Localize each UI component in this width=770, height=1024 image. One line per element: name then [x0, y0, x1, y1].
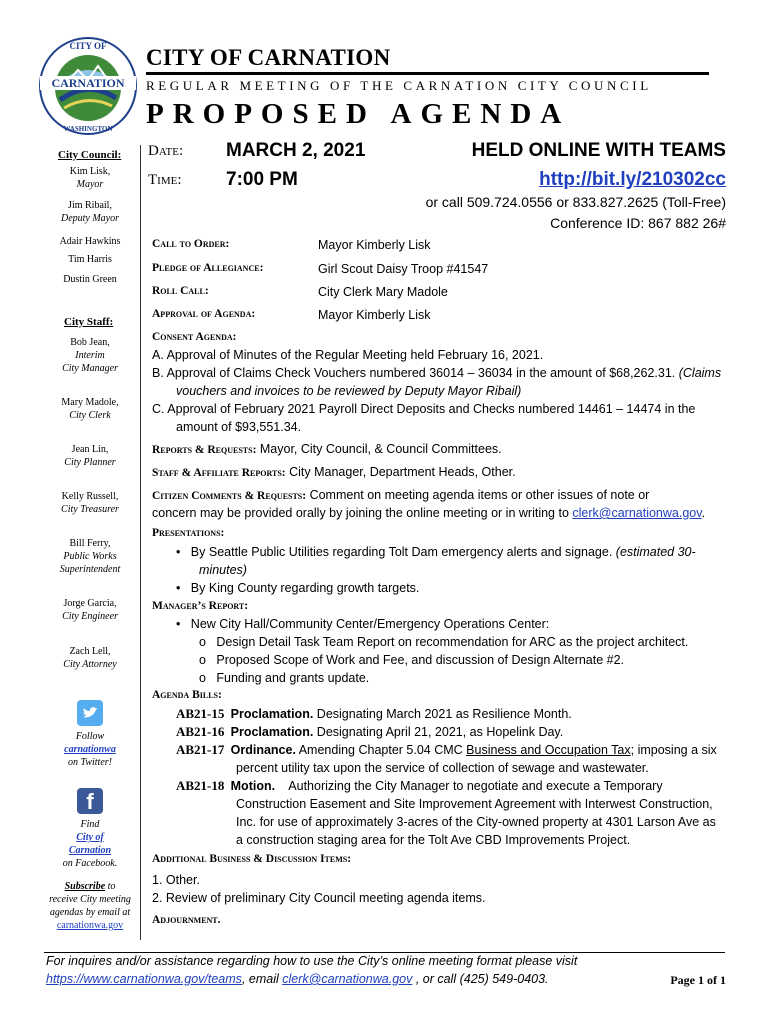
staff-name: Jean Lin, — [71, 444, 109, 455]
citizen-comments: Citizen Comments & Requests: Comment on meeting agenda items or other issues of note or — [152, 488, 650, 502]
staff-role: City Attorney — [63, 659, 117, 670]
svg-text:WASHINGTON: WASHINGTON — [63, 125, 113, 133]
opening-label: Call to Order: — [152, 238, 230, 250]
additional-item: 2. Review of preliminary City Council meeting agenda items. — [152, 891, 486, 905]
subscribe-label: Subscribe — [64, 881, 106, 892]
agenda-bills-heading: Agenda Bills: — [152, 689, 222, 701]
staff-affiliate-reports: Staff & Affiliate Reports: City Manager, Department Heads, Other. — [152, 465, 516, 479]
opening-label: Approval of Agenda: — [152, 308, 256, 320]
additional-item: 1. Other. — [152, 873, 200, 887]
facebook-line1: Find — [80, 819, 100, 830]
svg-text:CARNATION: CARNATION — [51, 76, 125, 90]
conference-id: Conference ID: 867 882 26# — [550, 215, 726, 231]
subscribe-line3: agendas by email at — [49, 907, 131, 918]
twitter-line2: on Twitter! — [68, 757, 112, 768]
opening-value: Mayor Kimberly Lisk — [318, 238, 431, 252]
presentation-item: • By King County regarding growth targets. — [176, 581, 420, 595]
manager-report-subitem: o Funding and grants update. — [199, 671, 370, 685]
manager-report-subitem: o Proposed Scope of Work and Fee, and discussion of Design Alternate #2. — [199, 653, 625, 667]
sidebar — [40, 145, 141, 940]
consent-item-c: C. Approval of February 2021 Payroll Direct Deposits and Checks numbered 14461 – 14474 in the — [152, 402, 696, 416]
facebook-link[interactable]: Carnation — [68, 845, 112, 856]
council-heading: City Council: — [58, 149, 122, 161]
consent-item-a: A. Approval of Minutes of the Regular Meeting held February 16, 2021. — [152, 348, 544, 362]
consent-item-b: B. Approval of Claims Check Vouchers numbered 36014 – 36034 in the amount of $68,262.31. (Claims — [152, 366, 722, 380]
staff-role: City Manager — [62, 363, 118, 374]
additional-items-heading: Additional Business & Discussion Items: — [152, 853, 352, 865]
presentation-item-line2: minutes) — [199, 563, 247, 577]
subscribe-line2: receive City meeting — [49, 894, 131, 905]
facebook-block — [40, 788, 140, 870]
council-member-name: Adair Hawkins — [59, 236, 121, 247]
staff-role: City Engineer — [62, 611, 118, 622]
facebook-icon[interactable]: f — [77, 788, 103, 814]
opening-label: Pledge of Allegiance: — [152, 262, 264, 274]
staff-name: Bill Ferry, — [69, 538, 111, 549]
manager-report-heading: Manager’s Report: — [152, 600, 249, 612]
staff-role: Public Works — [63, 551, 117, 562]
council-member-role: Deputy Mayor — [60, 213, 120, 224]
city-seal-logo — [38, 36, 138, 136]
clerk-email-link[interactable]: clerk@carnationwa.gov — [572, 506, 702, 520]
twitter-block — [40, 700, 140, 769]
teams-link[interactable]: https://www.carnationwa.gov/teams — [46, 972, 242, 986]
manager-report-item: • New City Hall/Community Center/Emergency Operations Center: — [176, 617, 550, 631]
footer-line1: For inquires and/or assistance regarding how to use the City’s online meeting format please visit — [46, 954, 578, 968]
opening-label: Roll Call: — [152, 285, 209, 297]
staff-name: Zach Lell, — [69, 646, 111, 657]
twitter-link[interactable]: carnationwa — [64, 744, 116, 755]
council-member-name: Dustin Green — [63, 274, 117, 285]
held-online-heading: HELD ONLINE WITH TEAMS — [471, 140, 726, 161]
agenda-title: PROPOSED AGENDA — [146, 98, 571, 130]
staff-name: Bob Jean, — [70, 337, 110, 348]
date-label: Date: — [148, 143, 184, 159]
facebook-line2: on Facebook. — [62, 858, 118, 869]
time-value: 7:00 PM — [226, 169, 298, 190]
staff-name: Jorge Garcia, — [63, 598, 117, 609]
clerk-email-link-footer[interactable]: clerk@carnationwa.gov — [282, 972, 413, 986]
council-member-name: Tim Harris — [68, 254, 112, 265]
adjournment: Adjournment. — [152, 914, 221, 926]
meeting-link[interactable]: http://bit.ly/210302cc — [539, 169, 726, 190]
staff-name: Kelly Russell, — [61, 491, 119, 502]
manager-report-subitem: o Design Detail Task Team Report on recommendation for ARC as the project architect. — [199, 635, 689, 649]
twitter-line1: Follow — [75, 731, 105, 742]
header-divider — [146, 72, 709, 75]
agenda-bill: AB21-18 Motion. Authorizing the City Manager to negotiate and execute a Temporary — [176, 778, 663, 793]
subscribe-block — [40, 880, 140, 932]
subscribe-rest: to — [105, 881, 116, 892]
consent-heading: Consent Agenda: — [152, 331, 237, 343]
call-in-numbers: or call 509.724.0556 or 833.827.2625 (Toll-Free) — [425, 194, 726, 210]
agenda-bill: AB21-15 Proclamation. Designating March 2021 as Resilience Month. — [176, 706, 572, 721]
svg-text:CITY OF: CITY OF — [69, 41, 107, 51]
agenda-bill-line: percent utility tax upon the service of collection of sewage and wastewater. — [236, 761, 649, 775]
opening-value: Mayor Kimberly Lisk — [318, 308, 431, 322]
meeting-subtitle: REGULAR MEETING OF THE CARNATION CITY COUNCIL — [146, 78, 652, 93]
facebook-link[interactable]: City of — [76, 832, 104, 843]
staff-heading: City Staff: — [64, 316, 114, 328]
opening-value: City Clerk Mary Madole — [318, 285, 448, 299]
subscribe-link[interactable]: carnationwa.gov — [56, 920, 124, 931]
staff-role: City Planner — [64, 457, 116, 468]
twitter-icon[interactable] — [77, 700, 103, 726]
council-member-role: Mayor — [76, 179, 104, 190]
staff-name: Mary Madole, — [61, 397, 119, 408]
agenda-bill: AB21-17 Ordinance. Amending Chapter 5.04 CMC Business and Occupation Tax; imposing a six — [176, 742, 717, 757]
staff-role: City Clerk — [69, 410, 111, 421]
agenda-bill-line: Inc. for use of approximately 3-acres of the City-owned property at 4301 Larson Ave as — [236, 815, 716, 829]
council-member-name: Kim Lisk, — [69, 166, 111, 177]
time-label: Time: — [148, 172, 182, 188]
staff-role: Superintendent — [59, 564, 121, 575]
council-member-name: Jim Ribail, — [68, 200, 112, 211]
agenda-bill-line: a construction staging area for the Tolt Ave CBD Improvements Project. — [236, 833, 631, 847]
agenda-bill-line: Construction Easement and Site Improvement Agreement with Interwest Construction, — [236, 797, 713, 811]
presentations-heading: Presentations: — [152, 527, 225, 539]
footer-line2: https://www.carnationwa.gov/teams, email clerk@carnationwa.gov , or call (425) 549-0403. — [46, 972, 549, 986]
agenda-bill: AB21-16 Proclamation. Designating April 21, 2021, as Hopelink Day. — [176, 724, 564, 739]
staff-role: Interim — [75, 350, 105, 361]
consent-item-b-note: vouchers and invoices to be reviewed by Deputy Mayor Ribail) — [176, 384, 522, 398]
citizen-comments-line2: concern may be provided orally by joining the online meeting or in writing to clerk@carnationwa.gov. — [152, 506, 706, 520]
footer-divider — [44, 952, 725, 953]
reports-requests: Reports & Requests: Mayor, City Council, & Council Committees. — [152, 442, 502, 456]
staff-role: City Treasurer — [61, 504, 119, 515]
presentation-item: • By Seattle Public Utilities regarding Tolt Dam emergency alerts and signage. (estimated 30- — [176, 545, 696, 559]
consent-item-c-line2: amount of $93,551.34. — [176, 420, 302, 434]
opening-value: Girl Scout Daisy Troop #41547 — [318, 262, 489, 276]
city-title: CITY OF CARNATION — [146, 45, 391, 70]
page-number: Page 1 of 1 — [670, 973, 726, 987]
date-value: MARCH 2, 2021 — [226, 140, 366, 161]
